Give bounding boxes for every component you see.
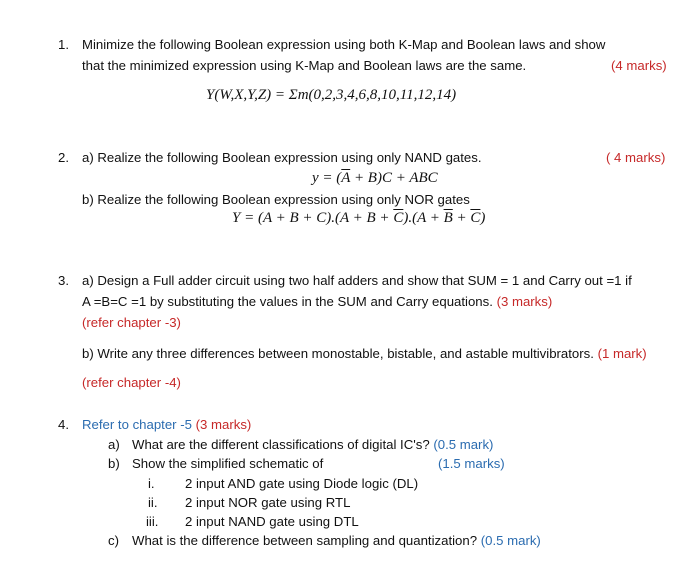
- q4b-sub-text: 2 input AND gate using Diode logic (DL): [185, 476, 419, 491]
- q3b-reference: (refer chapter -4): [82, 375, 181, 390]
- q3a-marks: (3 marks): [496, 294, 553, 309]
- q1-text-line1: Minimize the following Boolean expression using both K-Map and Boolean laws and show: [82, 37, 606, 52]
- q3b-marks: (1 mark): [597, 346, 647, 361]
- q4-header: Refer to chapter -5 (3 marks): [82, 417, 252, 432]
- q4b-text: Show the simplified schematic of: [132, 456, 324, 471]
- q2b-text: b) Realize the following Boolean expression using only NOR gates: [82, 192, 470, 207]
- q4b-sub-label: iii.: [146, 514, 159, 529]
- q3a-text-line1: a) Design a Full adder circuit using two half adders and show that SUM = 1 and Carry out =1 if: [82, 273, 632, 288]
- q3b-text: b) Write any three differences between monostable, bistable, and astable multivibrators. (1 mark): [82, 346, 647, 361]
- q4c-label: c): [108, 533, 119, 548]
- q4b-sub-text: 2 input NOR gate using RTL: [185, 495, 351, 510]
- q1-marks: (4 marks): [611, 58, 667, 73]
- q2a-text: a) Realize the following Boolean expression using only NAND gates.: [82, 150, 482, 165]
- q2a-expression: $y = (\overline{A} + B)C$ + ABC: [312, 170, 438, 186]
- q1-expression: Y(W,X,Y,Z) = Σm(0,2,3,4,6,8,10,11,12,14): [206, 87, 457, 103]
- q4b-sub-label: i.: [148, 476, 155, 491]
- q4b-sub-text: 2 input NAND gate using DTL: [185, 514, 359, 529]
- q2-number: 2.: [58, 150, 69, 165]
- q4-number: 4.: [58, 417, 69, 432]
- q4b-label: b): [108, 456, 120, 471]
- q4c-marks: (0.5 mark): [480, 533, 541, 548]
- q3a-reference: (refer chapter -3): [82, 315, 181, 330]
- q3-number: 3.: [58, 273, 69, 288]
- q4b-marks: (1.5 marks): [438, 456, 505, 471]
- q2b-expression: $Y = (A + B + C).(A + B + \overline{C}).(A + \overline{B} + \overline{C})$: [232, 210, 486, 226]
- q2-marks: ( 4 marks): [606, 150, 666, 165]
- q3a-text-line2: A =B=C =1 by substituting the values in the SUM and Carry equations. (3 marks): [82, 294, 553, 309]
- q1-number: 1.: [58, 37, 69, 52]
- q1-text-line2: that the minimized expression using K-Map and Boolean laws are the same.: [82, 58, 527, 73]
- q4a-text: What are the different classifications of digital IC's? (0.5 mark): [132, 437, 494, 452]
- q4a-label: a): [108, 437, 120, 452]
- q4b-sub-label: ii.: [148, 495, 158, 510]
- q4-header-marks: (3 marks): [195, 417, 252, 432]
- q4c-text: What is the difference between sampling and quantization? (0.5 mark): [132, 533, 541, 548]
- q4a-marks: (0.5 mark): [433, 437, 494, 452]
